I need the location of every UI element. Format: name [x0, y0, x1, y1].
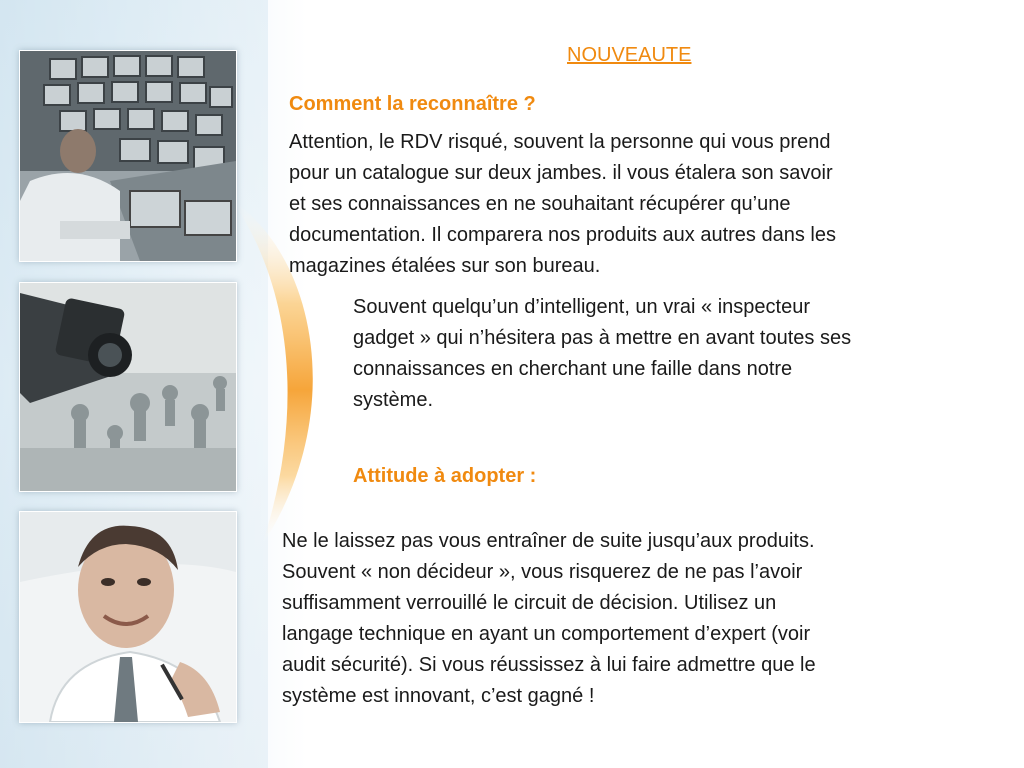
surveillance-camera-photo: [19, 282, 237, 492]
businessman-portrait-photo: [19, 511, 237, 723]
section-heading-recognize: Comment la reconnaître ?: [289, 93, 536, 115]
section-heading-attitude: Attitude à adopter :: [353, 465, 537, 487]
slide-title: NOUVEAUTE: [567, 44, 692, 66]
section-text-recognize: Attention, le RDV risqué, souvent la personne qui vous prend pour un catalogue sur deux jambes. il vous étalera son savoir et ses connaissances en ne souhaitant récupérer qu’une documentation. Il comparera nos produits aux autres dans les magazines étalées sur son bureau.: [289, 131, 836, 277]
control-room-photo: [19, 50, 237, 262]
section-text-attitude: Ne le laissez pas vous entraîner de suite jusqu’aux produits. Souvent « non décideur », vous risquerez de ne pas l’avoir suffisamment verrouillé le circuit de décision. Utilisez un langage technique en ayant un comportement d’expert (voir audit sécurité). Si vous réussissez à lui faire admettre que le système est innovant, c’est gagné !: [282, 530, 816, 707]
section-text-inspector: Souvent quelqu’un d’intelligent, un vrai « inspecteur gadget » qui n’hésitera pas à mettre en avant toutes ses connaissances en cherchant une faille dans notre système.: [353, 296, 852, 411]
